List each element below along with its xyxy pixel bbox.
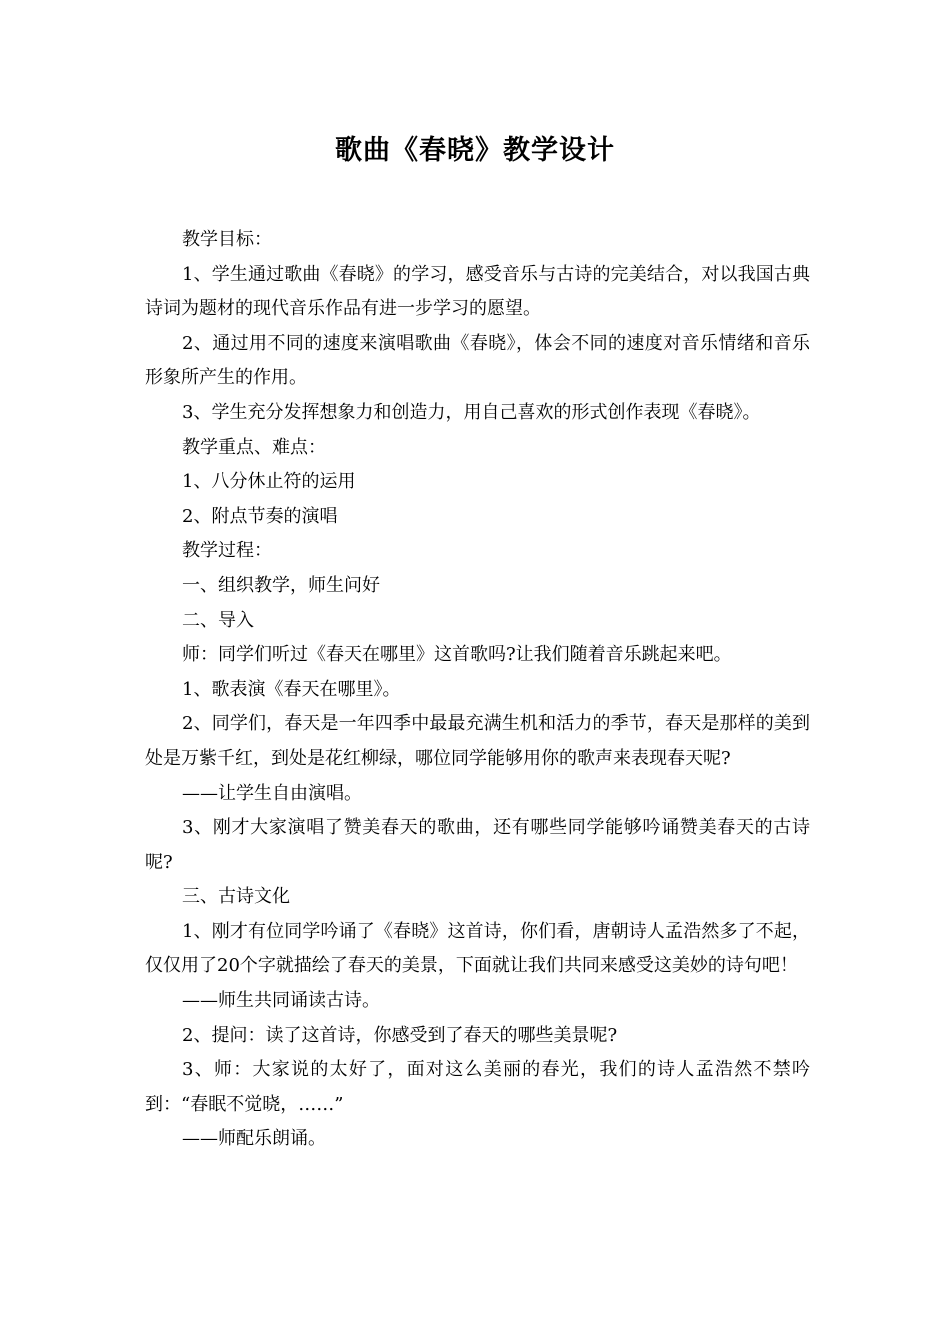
paragraph-teaching-goals-heading: 教学目标： <box>182 229 272 250</box>
paragraph-key-points-heading: 教学重点、难点： <box>182 436 326 458</box>
paragraph-key-point-2: 2、附点节奏的演唱 <box>182 505 338 527</box>
paragraph-intro-note-1: ——让学生自由演唱。 <box>182 782 362 804</box>
paragraph-poem-note-1: ——师生共同诵读古诗。 <box>182 990 380 1012</box>
paragraph-goal-1: 1、学生通过歌曲《春晓》的学习，感受音乐与古诗的完美结合，对以我国古典诗词为题材的现代音乐作品有进一步学习的愿望。 <box>145 263 810 320</box>
paragraph-section-1: 一、组织教学，师生问好 <box>182 574 380 596</box>
paragraph-intro-step-1: 1、歌表演《春天在哪里》。 <box>182 678 401 700</box>
paragraph-poem-step-2: 2、提问：读了这首诗，你感受到了春天的哪些美景呢? <box>182 1024 618 1046</box>
paragraph-poem-step-1: 1、刚才有位同学吟诵了《春晓》这首诗，你们看，唐朝诗人孟浩然多了不起，仅仅用了20个字就描绘了春天的美景，下面就让我们共同来感受这美妙的诗句吧！ <box>145 920 810 977</box>
paragraph-poem-note-2: ——师配乐朗诵。 <box>182 1128 326 1150</box>
paragraph-intro-step-2: 2、同学们，春天是一年四季中最最充满生机和活力的季节，春天是那样的美到处是万紫千红，到处是花红柳绿，哪位同学能够用你的歌声来表现春天呢? <box>145 713 810 769</box>
paragraph-process-heading: 教学过程： <box>182 540 272 562</box>
paragraph-goal-3: 3、学生充分发挥想象力和创造力，用自己喜欢的形式创作表现《春晓》。 <box>182 401 761 423</box>
paragraph-section-3: 三、古诗文化 <box>182 886 290 908</box>
paragraph-key-point-1: 1、八分休止符的运用 <box>182 471 356 493</box>
paragraph-teacher-intro: 师：同学们听过《春天在哪里》这首歌吗?让我们随着音乐跳起来吧。 <box>182 644 732 666</box>
paragraph-poem-step-3: 3、师：大家说的太好了，面对这么美丽的春光，我们的诗人孟浩然不禁吟到：“春眠不觉晓，……” <box>145 1059 810 1115</box>
paragraph-section-2: 二、导入 <box>182 609 254 631</box>
paragraph-intro-step-3: 3、刚才大家演唱了赞美春天的歌曲，还有哪些同学能够吟诵赞美春天的古诗呢? <box>145 817 810 873</box>
paragraph-goal-2: 2、通过用不同的速度来演唱歌曲《春晓》，体会不同的速度对音乐情绪和音乐形象所产生的作用。 <box>145 332 810 389</box>
document-body <box>145 223 810 1157</box>
document-title: 歌曲《春晓》教学设计 <box>335 135 615 166</box>
